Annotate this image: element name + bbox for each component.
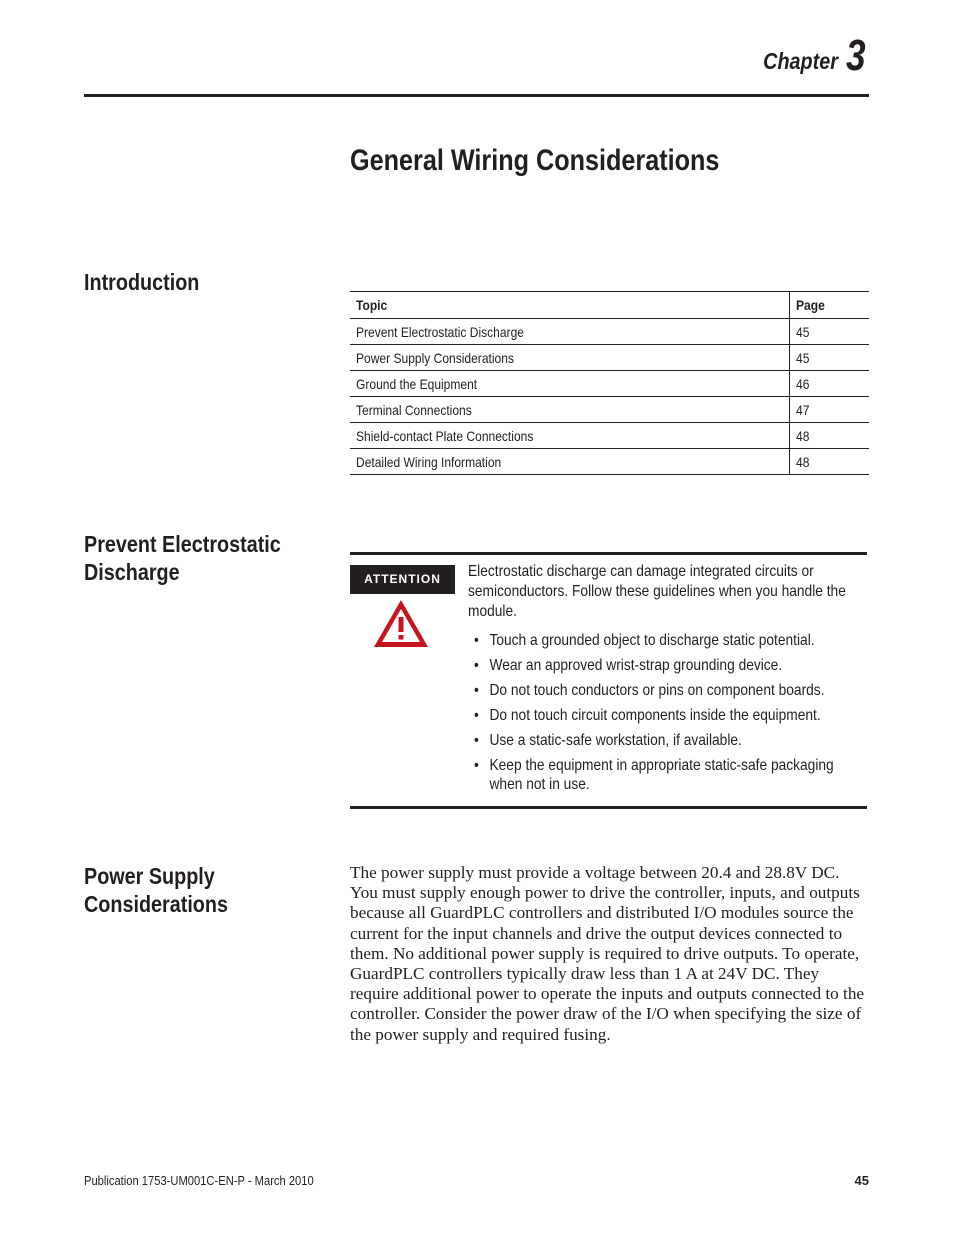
column-header-page: Page — [790, 292, 870, 319]
topic-table — [350, 291, 869, 475]
table-header-row — [350, 292, 869, 319]
chapter-number: 3 — [846, 31, 866, 80]
warning-triangle-icon — [372, 598, 430, 655]
topic-cell: Detailed Wiring Information — [350, 449, 790, 475]
section-heading-power-supply: Power Supply Considerations — [84, 863, 228, 917]
power-supply-paragraph: The power supply must provide a voltage between 20.4 and 28.8V DC. You must supply enough power to drive the controller, inputs, and outputs because all GuardPLC controllers and distributed I/O modules source the current for the input channels and drive the output devices connected to them. No additional power supply is required to drive outputs. To operate, GuardPLC controllers typically draw less than 1 A at 24V DC. They require additional power to operate the inputs and outputs connected to the controller. Consider the power draw of the I/O when specifying the size of the power supply and required fusing. — [350, 863, 865, 1044]
list-item: • Keep the equipment in appropriate static-safe packaging when not in use. — [474, 756, 870, 794]
table-row — [350, 319, 869, 345]
table-row — [350, 423, 869, 449]
attention-badge: ATTENTION — [350, 565, 455, 594]
page-cell: 45 — [790, 345, 870, 371]
table-row — [350, 371, 869, 397]
topic-cell: Power Supply Considerations — [350, 345, 790, 371]
topic-cell: Terminal Connections — [350, 397, 790, 423]
list-item: • Do not touch circuit components inside the equipment. — [474, 706, 870, 725]
chapter-divider — [84, 94, 869, 97]
footer-publication: Publication 1753-UM001C-EN-P - March 2010 — [84, 1173, 314, 1188]
section-heading-introduction: Introduction — [84, 269, 200, 295]
table-row — [350, 345, 869, 371]
table-row — [350, 449, 869, 475]
attention-bullet-list — [474, 631, 870, 800]
column-header-topic: Topic — [350, 292, 790, 319]
topic-cell: Prevent Electrostatic Discharge — [350, 319, 790, 345]
page-cell: 47 — [790, 397, 870, 423]
table-row — [350, 397, 869, 423]
list-item: • Touch a grounded object to discharge static potential. — [474, 631, 870, 650]
section-heading-prevent-esd: Prevent Electrostatic Discharge — [84, 531, 281, 585]
page-cell: 45 — [790, 319, 870, 345]
page-cell: 46 — [790, 371, 870, 397]
chapter-label: Chapter — [763, 48, 838, 74]
list-item: • Use a static-safe workstation, if available. — [474, 731, 870, 750]
topic-cell: Shield-contact Plate Connections — [350, 423, 790, 449]
attention-top-rule — [350, 552, 867, 555]
page-title: General Wiring Considerations — [350, 144, 720, 177]
attention-bottom-rule — [350, 806, 867, 809]
page-cell: 48 — [790, 423, 870, 449]
list-item: • Do not touch conductors or pins on component boards. — [474, 681, 870, 700]
topic-cell: Ground the Equipment — [350, 371, 790, 397]
page-cell: 48 — [790, 449, 870, 475]
footer-page-number: 45 — [854, 1173, 869, 1188]
attention-intro: Electrostatic discharge can damage integrated circuits or semiconductors. Follow these guidelines when you handle the module. — [468, 563, 846, 620]
list-item: • Wear an approved wrist-strap grounding device. — [474, 656, 870, 675]
